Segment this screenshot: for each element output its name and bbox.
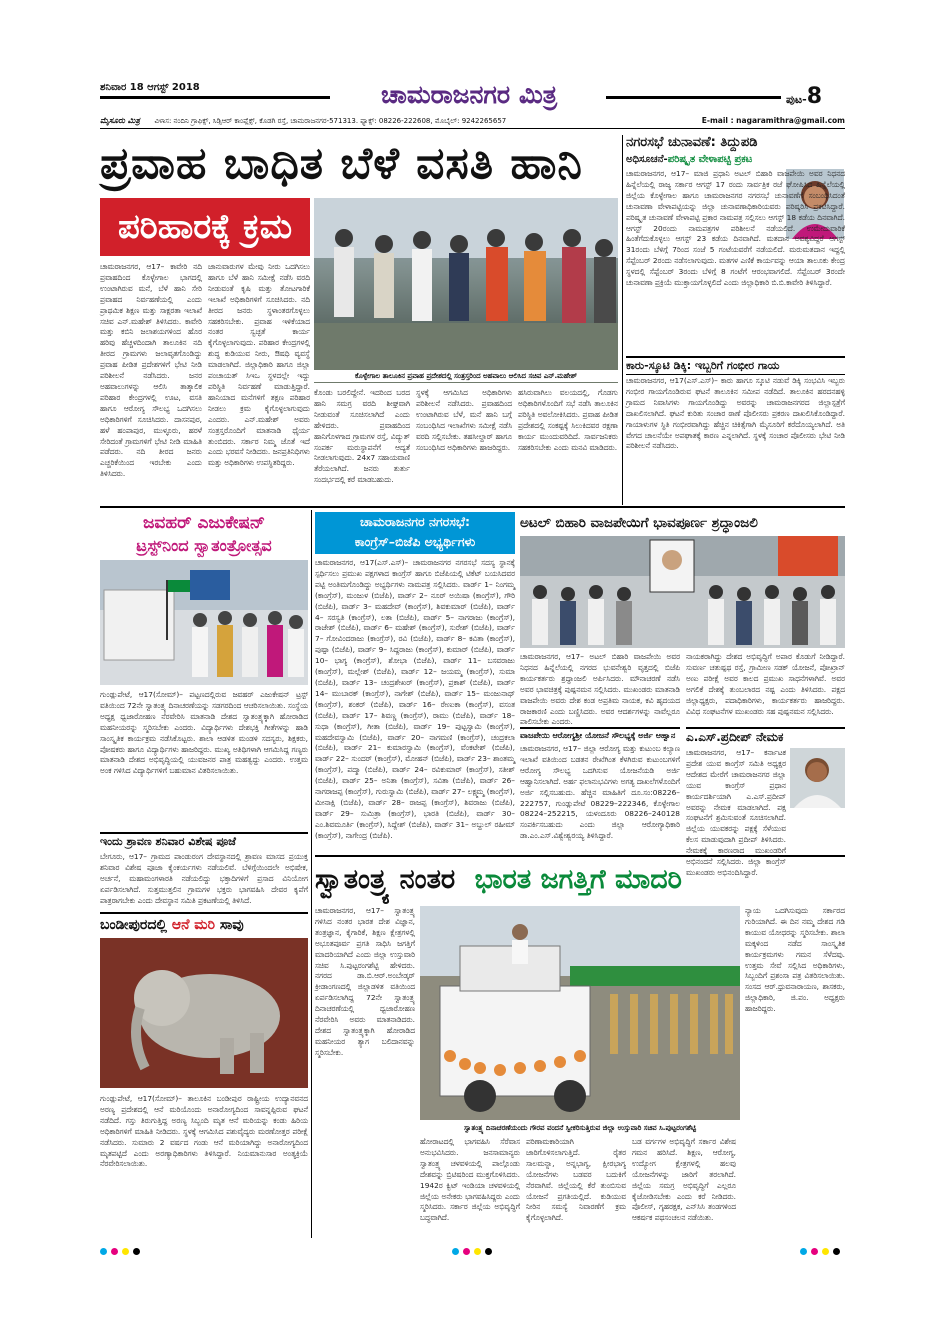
- independence-col5: ನ್ಯಾಯ ಒದಗಿಸುವುದು ಸರ್ಕಾರದ ಗುರಿಯಾಗಿದೆ. ಈ ದಿನ ನಮ್ಮ ದೇಶದ ಗಡಿ ಕಾಯುವ ಯೋಧರನ್ನು ಸ್ಮರಿಸಬೇಕು. ಶಾಲಾ ಮಕ್ಕಳಿಂದ ನಡೆದ ಸಾಂಸ್ಕೃತಿಕ ಕಾರ್ಯಕ್ರಮಗಳು ಗಮನ ಸೆಳೆದವು. ಉತ್ತಮ ಸೇವೆ ಸಲ್ಲಿಸಿದ ಅಧಿಕಾರಿಗಳು, ಸಿಬ್ಬಂದಿಗೆ ಪ್ರಶಂಸಾ ಪತ್ರ ವಿತರಿಸಲಾಯಿತು. ಸಂಸದ ಆರ್.ಧ್ರುವನಾರಾಯಣ, ಶಾಸಕರು, ಜಿಲ್ಲಾಧಿಕಾರಿ, ಜಿ.ಪಂ. ಅಧ್ಯಕ್ಷರು ಹಾಜರಿದ್ದರು.: [745, 906, 845, 1014]
- jawahar-body: ಗುಂಡ್ಲುಪೇಟೆ, ಆ17(ಸೋಮ್)– ಪಟ್ಟಣದಲ್ಲಿರುವ ಜವಹರ್ ಎಜುಕೇಷನ್ ಟ್ರಸ್ಟ್ ವತಿಯಿಂದ 72ನೇ ಸ್ವಾತಂತ್ರ್ಯ ದಿನಾಚರಣೆಯನ್ನು ಸಡಗರದಿಂದ ಆಚರಿಸಲಾಯಿತು. ಸಂಸ್ಥೆಯ ಅಧ್ಯಕ್ಷ ಧ್ವಜಾರೋಹಣ ನೆರವೇರಿಸಿ ಮಾತನಾಡಿ ದೇಶದ ಸ್ವಾತಂತ್ರ್ಯಕ್ಕಾಗಿ ಹೋರಾಡಿದ ಮಹನೀಯರನ್ನು ಸ್ಮರಿಸಬೇಕು ಎಂದರು. ವಿದ್ಯಾರ್ಥಿಗಳು ದೇಶಭಕ್ತಿ ಗೀತೆಗಳನ್ನು ಹಾಡಿ ಸಾಂಸ್ಕೃತಿಕ ಕಾರ್ಯಕ್ರಮ ನಡೆಸಿಕೊಟ್ಟರು. ಶಾಲಾ ಆಡಳಿತ ಮಂಡಳಿ ಸದಸ್ಯರು, ಶಿಕ್ಷಕರು, ಪೋಷಕರು ಹಾಗೂ ವಿದ್ಯಾರ್ಥಿಗಳು ಹಾಜರಿದ್ದರು. ಮುಖ್ಯ ಅತಿಥಿಗಳಾಗಿ ಆಗಮಿಸಿದ್ದ ಗಣ್ಯರು ಮಾತನಾಡಿ ದೇಶದ ಅಭಿವೃದ್ಧಿಯಲ್ಲಿ ಯುವಜನರ ಪಾತ್ರ ಮಹತ್ವದ್ದು ಎಂದರು. ಉತ್ತಮ ಅಂಕ ಗಳಿಸಿದ ವಿದ್ಯಾರ್ಥಿಗಳಿಗೆ ಬಹುಮಾನ ವಿತರಿಸಲಾಯಿತು.: [100, 690, 308, 776]
- reg-dot: [133, 1248, 140, 1255]
- accident-body: ಚಾಮರಾಜನಗರ, ಆ17(ಎಸ್.ಎಸ್)– ಕಾರು ಹಾಗೂ ಸ್ಕೂಟಿ ನಡುವೆ ಡಿಕ್ಕಿ ಸಂಭವಿಸಿ ಇಬ್ಬರು ಗಂಭೀರ ಗಾಯಗೊಂಡಿರುವ ಘಟನೆ ತಾಲೂಕಿನ ಸಮೀಪ ನಡೆದಿದೆ. ತಾಲೂಕಿನ ಹರದನಹಳ್ಳಿ ಗ್ರಾಮದ ನಿವಾಸಿಗಳು ಗಾಯಗೊಂಡಿದ್ದು ಅವರನ್ನು ಚಾಮರಾಜನಗರದ ಜಿಲ್ಲಾಸ್ಪತ್ರೆಗೆ ದಾಖಲಿಸಲಾಗಿದೆ. ಘಟನೆ ಕುರಿತು ಸಂಚಾರ ಠಾಣೆ ಪೊಲೀಸರು ಪ್ರಕರಣ ದಾಖಲಿಸಿಕೊಂಡಿದ್ದಾರೆ. ಗಾಯಾಳುಗಳ ಸ್ಥಿತಿ ಗಂಭೀರವಾಗಿದ್ದು ಹೆಚ್ಚಿನ ಚಿಕಿತ್ಸೆಗಾಗಿ ಮೈಸೂರಿಗೆ ಕರೆದೊಯ್ಯಲಾಗಿದೆ. ಅತಿ ವೇಗದ ಚಾಲನೆಯೇ ಅಪಘಾತಕ್ಕೆ ಕಾರಣ ಎನ್ನಲಾಗಿದೆ. ಸ್ಥಳಕ್ಕೆ ಸಂಚಾರ ಪೊಲೀಸರು ಭೇಟಿ ನೀಡಿ ಪರಿಶೀಲನೆ ನಡೆಸಿದರು.: [626, 376, 845, 451]
- scheme-body: ಚಾಮರಾಜನಗರ, ಆ17– ಜಿಲ್ಲಾ ಆರೋಗ್ಯ ಮತ್ತು ಕುಟುಂಬ ಕಲ್ಯಾಣ ಇಲಾಖೆ ವತಿಯಿಂದ ಬಡತನ ರೇಖೆಗಿಂತ ಕೆಳಗಿರುವ ಕುಟುಂಬಗಳಿಗೆ ಆರೋಗ್ಯ ಸೌಲಭ್ಯ ಒದಗಿಸುವ ಯೋಜನೆಯಡಿ ಅರ್ಜಿ ಆಹ್ವಾನಿಸಲಾಗಿದೆ. ಅರ್ಹ ಫಲಾನುಭವಿಗಳು ಅಗತ್ಯ ದಾಖಲೆಗಳೊಂದಿಗೆ ಅರ್ಜಿ ಸಲ್ಲಿಸಬಹುದು. ಹೆಚ್ಚಿನ ಮಾಹಿತಿಗೆ ದೂ.ಸಂ:08226–222757, ಗುಂಡ್ಲುಪೇಟೆ 08229–222346, ಕೊಳ್ಳೇಗಾಲ 08224–252215, ಯಳಂದೂರು 08226–240128 ಸಂಪರ್ಕಿಸಬಹುದು ಎಂದು ಜಿಲ್ಲಾ ಆರೋಗ್ಯಾಧಿಕಾರಿ ಡಾ.ಎಂ.ಎಸ್.ವಿಶ್ವೇಶ್ವರಯ್ಯ ತಿಳಿಸಿದ್ದಾರೆ.: [520, 744, 680, 841]
- section-rule-2: [315, 855, 845, 857]
- pradeep-body: ಚಾಮರಾಜನಗರ, ಆ17– ಕರ್ನಾಟಕ ಪ್ರದೇಶ ಯುವ ಕಾಂಗ್ರೆಸ್ ಸಮಿತಿ ಅಧ್ಯಕ್ಷರ ಆದೇಶದ ಮೇರೆಗೆ ಚಾಮರಾಜನಗರ ಜಿಲ್ಲಾ ಯುವ ಕಾಂಗ್ರೆಸ್ ಪ್ರಧಾನ ಕಾರ್ಯದರ್ಶಿಯಾಗಿ ಎ.ಎಸ್.ಪ್ರದೀಪ್ ಅವರನ್ನು ನೇಮಕ ಮಾಡಲಾಗಿದೆ. ಪಕ್ಷ ಸಂಘಟನೆಗೆ ಶ್ರಮಿಸುವಂತೆ ಸೂಚಿಸಲಾಗಿದೆ. ಜಿಲ್ಲೆಯ ಯುವಕರನ್ನು ಪಕ್ಷಕ್ಕೆ ಸೆಳೆಯುವ ಕೆಲಸ ಮಾಡುವುದಾಗಿ ಪ್ರದೀಪ್ ತಿಳಿಸಿದರು. ನೇಮಕಕ್ಕೆ ಕಾರಣರಾದ ಮುಖಂಡರಿಗೆ ಅಭಿನಂದನೆ ಸಲ್ಲಿಸಿದರು. ಜಿಲ್ಲಾ ಕಾಂಗ್ರೆಸ್ ಮುಖಂಡರು ಅಭಿನಂದಿಸಿದ್ದಾರೆ.: [686, 748, 786, 877]
- election-subheading: ಅಧಿಸೂಚನೆ-ಪರಿಷ್ಕೃತ ವೇಳಾಪಟ್ಟಿ ಪ್ರಕಟ: [626, 154, 753, 165]
- independence-photo: [420, 906, 740, 1120]
- independence-col4: ಬಡ ವರ್ಗಗಳ ಅಭಿವೃದ್ಧಿಗೆ ಸರ್ಕಾರ ವಿಶೇಷ ಗಮನ ಹರಿಸಿದೆ. ಶಿಕ್ಷಣ, ಆರೋಗ್ಯ, ಉದ್ಯೋಗ ಕ್ಷೇತ್ರಗಳಲ್ಲಿ ಹಲವು ಯೋಜನೆಗಳನ್ನು ಜಾರಿಗೆ ತರಲಾಗಿದೆ. ಜಿಲ್ಲೆಯ ಸಮಗ್ರ ಅಭಿವೃದ್ಧಿಗೆ ಎಲ್ಲರೂ ಕೈಜೋಡಿಸಬೇಕು ಎಂದು ಕರೆ ನೀಡಿದರು. ಪೊಲೀಸ್, ಗೃಹರಕ್ಷಕ, ಎನ್‌ಸಿಸಿ ತಂಡಗಳಿಂದ ಆಕರ್ಷಕ ಪಥಸಂಚಲನ ನಡೆಯಿತು.: [632, 1137, 736, 1223]
- masthead-date: ಶನಿವಾರ 18 ಆಗಸ್ಟ್ 2018: [100, 82, 200, 93]
- lead-body-col3: ಕೊಂಡು ಬರಲಿದ್ದೇನೆ. ಇದರಿಂದ ಬರದ ಹಾನಿ ಸಮಗ್ರ ವರದಿ ಶೀಘ್ರವಾಗಿ ನೀಡುವಂತೆ ಸೂಚಿಸಲಾಗಿದೆ ಎಂದು ಹೇಳಿದರು. ಪ್ರವಾಹದಿಂದ ಹಾನಿಗೊಳಗಾದ ಗ್ರಾಮಗಳ ರಸ್ತೆ, ವಿದ್ಯುತ್ ಸಂಪರ್ಕ ಮರುಸ್ಥಾಪನೆಗೆ ಆದ್ಯತೆ ನೀಡಲಾಗುವುದು. 24x7 ಸಹಾಯವಾಣಿ ತೆರೆಯಲಾಗಿದೆ. ಜನರು ತುರ್ತು ಸಂದರ್ಭದಲ್ಲಿ ಕರೆ ಮಾಡಬಹುದು.: [314, 388, 410, 485]
- masthead-email: E-mail : nagaramithra@gmail.com: [701, 116, 845, 125]
- reg-dot: [452, 1248, 459, 1255]
- reg-dot: [474, 1248, 481, 1255]
- reg-dot: [485, 1248, 492, 1255]
- lead-photo: [314, 198, 618, 383]
- council-heading-box: [315, 512, 515, 554]
- atal-body-left: ಚಾಮರಾಜನಗರ, ಆ17– ಅಟಲ್ ಬಿಹಾರಿ ವಾಜಪೇಯಿ ಅವರ ನಿಧನದ ಹಿನ್ನೆಲೆಯಲ್ಲಿ ನಗರದ ಭುವನೇಶ್ವರಿ ವೃತ್ತದಲ್ಲಿ ಬಿಜೆಪಿ ಕಾರ್ಯಕರ್ತರು ಶ್ರದ್ಧಾಂಜಲಿ ಅರ್ಪಿಸಿದರು. ಮೌನಾಚರಣೆ ನಡೆಸಿ ಅವರ ಭಾವಚಿತ್ರಕ್ಕೆ ಪುಷ್ಪನಮನ ಸಲ್ಲಿಸಿದರು. ಮುಖಂಡರು ಮಾತನಾಡಿ ವಾಜಪೇಯಿ ಅವರು ದೇಶ ಕಂಡ ಅಪ್ರತಿಮ ನಾಯಕ, ಕವಿ ಹೃದಯದ ರಾಜಕಾರಣಿ ಎಂದು ಬಣ್ಣಿಸಿದರು. ಅವರ ಆದರ್ಶಗಳನ್ನು ನಾವೆಲ್ಲರೂ ಪಾಲಿಸಬೇಕು ಎಂದರು.: [520, 652, 680, 727]
- lead-body-col1: ಚಾಮರಾಜನಗರ, ಆ17– ಕಾವೇರಿ ನದಿ ಪ್ರವಾಹದಿಂದ ಕೊಳ್ಳೇಗಾಲ ಭಾಗದಲ್ಲಿ ಉಂಟಾಗಿರುವ ಮನೆ, ಬೆಳೆ ಹಾನಿ ಸೇರಿ ಪ್ರವಾಹದ ನಿರ್ವಹಣೆಯಲ್ಲಿ ಎಂದು ಪ್ರಾಥಮಿಕ ಶಿಕ್ಷಣ ಮತ್ತು ಸಾಕ್ಷರತಾ ಇಲಾಖೆ ಸಚಿವ ಎನ್.ಮಹೇಶ್ ತಿಳಿಸಿದರು. ಕಾವೇರಿ ಮತ್ತು ಕಬಿನಿ ಜಲಾಶಯಗಳಿಂದ ಹೊರ ಹರಿವು ಹೆಚ್ಚಳದಿಂದಾಗಿ ತಾಲೂಕಿನ ನದಿ ತೀರದ ಗ್ರಾಮಗಳು ಜಲಾವೃತಗೊಂಡಿದ್ದು ಪ್ರವಾಹ ಪೀಡಿತ ಪ್ರದೇಶಗಳಿಗೆ ಭೇಟಿ ನೀಡಿ ಪರಿಶೀಲನೆ ನಡೆಸಿದರು. ಜನರ ಅಹವಾಲುಗಳನ್ನು ಆಲಿಸಿ ತಾತ್ಕಾಲಿಕ ಪರಿಹಾರ ಕೇಂದ್ರಗಳಲ್ಲಿ ಊಟ, ವಸತಿ ಹಾಗೂ ಆರೋಗ್ಯ ಸೌಲಭ್ಯ ಒದಗಿಸಲು ಅಧಿಕಾರಿಗಳಿಗೆ ಸೂಚಿಸಿದರು. ದಾಸನಪುರ, ಹಳೆ ಹಂಪಾಪುರ, ಮುಳ್ಳೂರು, ಹರಳೆ ಸೇರಿದಂತೆ ಗ್ರಾಮಗಳಿಗೆ ಭೇಟಿ ನೀಡಿ ಮಾಹಿತಿ ಪಡೆದರು. ನದಿ ತೀರದ ಜನರು ಎಚ್ಚರಿಕೆಯಿಂದ ಇರಬೇಕು ಎಂದು ತಿಳಿಸಿದರು.: [100, 262, 202, 479]
- pradeep-heading: ಎ.ಎಸ್.ಪ್ರದೀಪ್ ನೇಮಕ: [686, 727, 845, 745]
- reg-dot: [100, 1248, 107, 1255]
- edition-label: ಮೈಸೂರು ಮಿತ್ರ: [100, 116, 140, 125]
- registration-marks-left: [100, 1240, 144, 1259]
- registration-marks-center: [452, 1240, 496, 1259]
- lead-photo-caption: ಕೊಳ್ಳೇಗಾಲ ತಾಲೂಕಿನ ಪ್ರವಾಹ ಪ್ರದೇಶದಲ್ಲಿ ಸಂತ್ರಸ್ತರಿಂದ ಅಹವಾಲು ಆಲಿಸಿದ ಸಚಿವ ಎನ್.ಮಹೇಶ್: [314, 370, 618, 382]
- shravana-body: ಬೇಗೂರು, ಆ17– ಗ್ರಾಮದ ಪಾಂಡುರಂಗ ದೇವಸ್ಥಾನದಲ್ಲಿ ಶ್ರಾವಣ ಮಾಸದ ಪ್ರಯುಕ್ತ ಶನಿವಾರ ವಿಶೇಷ ಪೂಜಾ ಕೈಂಕರ್ಯಗಳು ನಡೆಯಲಿವೆ. ಬೆಳಿಗ್ಗೆಯಿಂದಲೇ ಅಭಿಷೇಕ, ಅರ್ಚನೆ, ಮಹಾಮಂಗಳಾರತಿ ನಡೆಯಲಿದ್ದು ಭಕ್ತಾದಿಗಳಿಗೆ ಪ್ರಸಾದ ವಿನಿಯೋಗ ಏರ್ಪಡಿಸಲಾಗಿದೆ. ಸುತ್ತಮುತ್ತಲಿನ ಗ್ರಾಮಗಳ ಭಕ್ತರು ಭಾಗವಹಿಸಿ ದೇವರ ಕೃಪೆಗೆ ಪಾತ್ರರಾಗಬೇಕು ಎಂದು ದೇವಸ್ಥಾನ ಸಮಿತಿ ಪ್ರಕಟಣೆಯಲ್ಲಿ ತಿಳಿಸಿದೆ.: [100, 852, 308, 905]
- edition-strip: [100, 114, 845, 129]
- section-rule-1: [100, 506, 845, 508]
- reg-dot: [822, 1248, 829, 1255]
- jawahar-heading-2: ಟ್ರಸ್ಟ್‌ನಿಂದ ಸ್ವಾತಂತ್ರೋತ್ಸವ: [136, 536, 272, 555]
- independence-heading-b: ಭಾರತ ಜಗತ್ತಿಗೆ ಮಾದರಿ: [474, 864, 682, 895]
- column-divider-left: [311, 510, 312, 1238]
- jawahar-heading-1: ಜವಹರ್ ಎಜುಕೇಷನ್: [142, 513, 266, 533]
- reg-dot: [463, 1248, 470, 1255]
- bandipur-elephant-photo: [100, 938, 308, 1088]
- pradeep-photo: [790, 748, 845, 808]
- reg-dot: [122, 1248, 129, 1255]
- independence-photo-caption: ಸ್ವಾತಂತ್ರ್ಯ ದಿನಾಚರಣೆಯಂದು ಗೌರವ ವಂದನೆ ಸ್ವೀಕರಿಸುತ್ತಿರುವ ಜಿಲ್ಲಾ ಉಸ್ತುವಾರಿ ಸಚಿವ ಸಿ.ಪುಟ್ಟರಂಗಶೆಟ್ಟಿ: [420, 1122, 740, 1134]
- masthead-rule-left: [100, 96, 330, 99]
- election-box: [626, 135, 845, 355]
- reg-dot: [833, 1248, 840, 1255]
- reg-dot: [800, 1248, 807, 1255]
- jawahar-photo: [100, 560, 308, 685]
- independence-heading-a: ಸ್ವಾತಂತ್ರ್ಯ ನಂತರ: [315, 864, 456, 895]
- accident-heading: ಕಾರು-ಸ್ಕೂಟಿ ಡಿಕ್ಕಿ: ಇಬ್ಬರಿಗೆ ಗಂಭೀರ ಗಾಯ: [626, 356, 845, 375]
- masthead-title: ಚಾಮರಾಜನಗರ ಮಿತ್ರ: [380, 80, 558, 109]
- lead-headline: ಪ್ರವಾಹ ಬಾಧಿತ ಬೆಳೆ ವಸತಿ ಹಾನಿ: [100, 138, 583, 189]
- bandipur-heading: ಬಂಡೀಪುರದಲ್ಲಿ ಆನೆ ಮರಿ ಸಾವು: [100, 912, 308, 936]
- council-heading-2: ಕಾಂಗ್ರೆಸ್–ಬಿಜೆಪಿ ಅಭ್ಯರ್ಥಿಗಳು: [354, 534, 476, 549]
- election-body: ಚಾಮರಾಜನಗರ, ಆ17– ಮಾಜಿ ಪ್ರಧಾನಿ ಅಟಲ್ ಬಿಹಾರಿ ವಾಜಪೇಯಿ ಅವರ ನಿಧನದ ಹಿನ್ನೆಲೆಯಲ್ಲಿ ರಾಜ್ಯ ಸರ್ಕಾರ ಆಗಸ್ಟ್ 17 ರಂದು ಸಾರ್ವತ್ರಿಕ ರಜೆ ಘೋಷಿಸಿದ ಹಿನ್ನೆಲೆಯಲ್ಲಿ ಜಿಲ್ಲೆಯ ಕೊಳ್ಳೇಗಾಲ ಹಾಗೂ ಚಾಮರಾಜನಗರ ನಗರಸಭೆ ಚುನಾವಣೆಗೆ ಸಂಬಂಧಿಸಿದಂತೆ ಚುನಾವಣಾ ವೇಳಾಪಟ್ಟಿಯನ್ನು ಜಿಲ್ಲಾ ಚುನಾವಣಾಧಿಕಾರಿಯವರು ಪರಿಷ್ಕರಿಸಿ ಪ್ರಕಟಿಸಿದ್ದಾರೆ. ಪರಿಷ್ಕೃತ ಚುನಾವಣೆ ವೇಳಾಪಟ್ಟಿ ಪ್ರಕಾರ ನಾಮಪತ್ರ ಸಲ್ಲಿಸಲು ಆಗಸ್ಟ್ 18 ಕಡೆಯ ದಿನವಾಗಿದೆ. ಆಗಸ್ಟ್ 20ರಂದು ನಾಮಪತ್ರಗಳ ಪರಿಶೀಲನೆ ನಡೆಯಲಿದೆ. ಉಮೇದುವಾರಿಕೆ ಹಿಂತೆಗೆದುಕೊಳ್ಳಲು ಆಗಸ್ಟ್ 23 ಕಡೆಯ ದಿನವಾಗಿದೆ. ಮತದಾನ ಅವಶ್ಯವಿದ್ದರೆ ಆಗಸ್ಟ್ 31ರಂದು ಬೆಳಿಗ್ಗೆ 7ರಿಂದ ಸಂಜೆ 5 ಗಂಟೆಯವರೆಗೆ ನಡೆಯಲಿದೆ. ಮರುಮತದಾನ ಇದ್ದಲ್ಲಿ ಸೆಪ್ಟೆಂಬರ್ 2ರಂದು ನಡೆಸಲಾಗುವುದು. ಮತಗಳ ಎಣಿಕೆ ಕಾರ್ಯವನ್ನು ಆಯಾ ತಾಲೂಕು ಕೇಂದ್ರ ಸ್ಥಳದಲ್ಲಿ ಸೆಪ್ಟೆಂಬರ್ 3ರಂದು ಬೆಳಿಗ್ಗೆ 8 ಗಂಟೆಗೆ ಆರಂಭವಾಗಲಿದೆ. ಸೆಪ್ಟೆಂಬರ್ 3ರಂದೇ ಚುನಾವಣಾ ಪ್ರಕ್ರಿಯೆ ಮುಕ್ತಾಯಗೊಳ್ಳಲಿದೆ ಎಂದು ಜಿಲ್ಲಾಧಿಕಾರಿ ಬಿ.ಬಿ.ಕಾವೇರಿ ತಿಳಿಸಿದ್ದಾರೆ.: [626, 169, 845, 288]
- atal-heading: ಅಟಲ್ ಬಿಹಾರಿ ವಾಜಪೇಯಿಗೆ ಭಾವಪೂರ್ಣ ಶ್ರದ್ಧಾಂಜಲಿ: [520, 515, 758, 531]
- reg-dot: [111, 1248, 118, 1255]
- registration-marks-right: [800, 1240, 844, 1259]
- bandipur-body: ಗುಂಡ್ಲುಪೇಟೆ, ಆ17(ಸೋಮ್)– ತಾಲೂಕಿನ ಬಂಡೀಪುರ ರಾಷ್ಟ್ರೀಯ ಉದ್ಯಾನವನದ ಅರಣ್ಯ ಪ್ರದೇಶದಲ್ಲಿ ಆನೆ ಮರಿಯೊಂದು ಅನಾರೋಗ್ಯದಿಂದ ಸಾವನ್ನಪ್ಪಿರುವ ಘಟನೆ ನಡೆದಿದೆ. ಗಸ್ತು ತಿರುಗುತ್ತಿದ್ದ ಅರಣ್ಯ ಸಿಬ್ಬಂದಿ ಮೃತ ಆನೆ ಮರಿಯನ್ನು ಕಂಡು ಹಿರಿಯ ಅಧಿಕಾರಿಗಳಿಗೆ ಮಾಹಿತಿ ನೀಡಿದರು. ಸ್ಥಳಕ್ಕೆ ಆಗಮಿಸಿದ ಪಶುವೈದ್ಯರು ಮರಣೋತ್ತರ ಪರೀಕ್ಷೆ ನಡೆಸಿದರು. ಸುಮಾರು 2 ವರ್ಷದ ಗಂಡು ಆನೆ ಮರಿಯಾಗಿದ್ದು ಅನಾರೋಗ್ಯದಿಂದ ಮೃತಪಟ್ಟಿದೆ ಎಂದು ಅರಣ್ಯಾಧಿಕಾರಿಗಳು ತಿಳಿಸಿದ್ದಾರೆ. ನಿಯಮಾನುಸಾರ ಅಂತ್ಯಕ್ರಿಯೆ ನೆರವೇರಿಸಲಾಯಿತು.: [100, 1094, 308, 1169]
- masthead-rule-right: [606, 96, 781, 99]
- independence-heading: [315, 860, 845, 900]
- independence-col2: ಹೋರಾಟದಲ್ಲಿ ಭಾಗವಹಿಸಿ ಸೆರೆವಾಸ ಅನುಭವಿಸಿದರು. ಜನಸಾಮಾನ್ಯರು ಸ್ವಾತಂತ್ರ್ಯ ಚಳವಳಿಯಲ್ಲಿ ಪಾಲ್ಗೊಂಡು ದೇಶವನ್ನು ಬ್ರಿಟಿಷರಿಂದ ಮುಕ್ತಗೊಳಿಸಿದರು. 1942ರ ಕ್ವಿಟ್ ಇಂಡಿಯಾ ಚಳವಳಿಯಲ್ಲಿ ಜಿಲ್ಲೆಯ ಅನೇಕರು ಭಾಗವಹಿಸಿದ್ದರು ಎಂದು ಸ್ಮರಿಸಿದರು. ಸರ್ಕಾರ ಜಿಲ್ಲೆಯ ಅಭಿವೃದ್ಧಿಗೆ ಬದ್ಧವಾಗಿದೆ.: [420, 1137, 520, 1223]
- atal-tribute-photo: [520, 536, 845, 648]
- lead-subheadline: ಪರಿಹಾರಕ್ಕೆ ಕ್ರಮ: [100, 198, 310, 256]
- lead-body-col2: ಜಾನುವಾರುಗಳ ಮೇವು ನೀರು ಒದಗಿಸಲು ಹಾಗೂ ಬೆಳೆ ಹಾನಿ ಸಮೀಕ್ಷೆ ನಡೆಸಿ ವರದಿ ನೀಡುವಂತೆ ಕೃಷಿ ಮತ್ತು ತೋಟಗಾರಿಕೆ ಇಲಾಖೆ ಅಧಿಕಾರಿಗಳಿಗೆ ಸೂಚಿಸಿದರು. ನದಿ ತೀರದ ಜನರು ಸ್ಥಳಾಂತರಗೊಳ್ಳಲು ಸಹಕರಿಸಬೇಕು. ಪ್ರವಾಹ ಇಳಿಕೆಯಾದ ನಂತರ ಸ್ವಚ್ಛತೆ ಕಾರ್ಯ ಕೈಗೊಳ್ಳಲಾಗುವುದು. ಪರಿಹಾರ ಕೇಂದ್ರಗಳಲ್ಲಿ ಶುದ್ಧ ಕುಡಿಯುವ ನೀರು, ಔಷಧಿ ವ್ಯವಸ್ಥೆ ಮಾಡಲಾಗಿದೆ. ಜಿಲ್ಲಾಧಿಕಾರಿ ಹಾಗೂ ಜಿಲ್ಲಾ ಪಂಚಾಯತ್ ಸಿಇಒ ಸ್ಥಳದಲ್ಲೇ ಇದ್ದು ಪರಿಸ್ಥಿತಿ ನಿರ್ವಹಣೆ ಮಾಡುತ್ತಿದ್ದಾರೆ. ಹಾನಿಯಾದ ಮನೆಗಳಿಗೆ ತಕ್ಷಣ ಪರಿಹಾರ ನೀಡಲು ಕ್ರಮ ಕೈಗೊಳ್ಳಲಾಗುವುದು ಎಂದರು. ಎನ್.ಮಹೇಶ್ ಅವರು ಸಂತ್ರಸ್ತರೊಂದಿಗೆ ಮಾತನಾಡಿ ಧೈರ್ಯ ತುಂಬಿದರು. ಸರ್ಕಾರ ನಿಮ್ಮ ಜೊತೆ ಇದೆ ಎಂದು ಭರವಸೆ ನೀಡಿದರು. ಜನಪ್ರತಿನಿಧಿಗಳು ಮತ್ತು ಅಧಿಕಾರಿಗಳು ಉಪಸ್ಥಿತರಿದ್ದರು.: [208, 262, 310, 468]
- lead-photo-people: [314, 198, 618, 383]
- independence-col1: ಚಾಮರಾಜನಗರ, ಆ17– ಸ್ವಾತಂತ್ರ್ಯ ಗಳಿಸಿದ ನಂತರ ಭಾರತ ದೇಶ ವಿಜ್ಞಾನ, ತಂತ್ರಜ್ಞಾನ, ಕೈಗಾರಿಕೆ, ಶಿಕ್ಷಣ ಕ್ಷೇತ್ರಗಳಲ್ಲಿ ಅಭೂತಪೂರ್ವ ಪ್ರಗತಿ ಸಾಧಿಸಿ ಜಗತ್ತಿಗೆ ಮಾದರಿಯಾಗಿದೆ ಎಂದು ಜಿಲ್ಲಾ ಉಸ್ತುವಾರಿ ಸಚಿವ ಸಿ.ಪುಟ್ಟರಂಗಶೆಟ್ಟಿ ಹೇಳಿದರು. ನಗರದ ಡಾ.ಬಿ.ಆರ್.ಅಂಬೇಡ್ಕರ್ ಕ್ರೀಡಾಂಗಣದಲ್ಲಿ ಜಿಲ್ಲಾಡಳಿತ ವತಿಯಿಂದ ಏರ್ಪಡಿಸಲಾಗಿದ್ದ 72ನೇ ಸ್ವಾತಂತ್ರ್ಯ ದಿನಾಚರಣೆಯಲ್ಲಿ ಧ್ವಜಾರೋಹಣ ನೆರವೇರಿಸಿ ಅವರು ಮಾತನಾಡಿದರು. ದೇಶದ ಸ್ವಾತಂತ್ರ್ಯಕ್ಕಾಗಿ ಹೋರಾಡಿದ ಮಹನೀಯರ ತ್ಯಾಗ ಬಲಿದಾನವನ್ನು ಸ್ಮರಿಸಬೇಕು.: [315, 906, 415, 1057]
- page-number-label: ಪುಟ-8: [786, 84, 823, 109]
- lead-body-col5: ಹಸಿರುವಾಗಿಲು ವಲಯದಲ್ಲಿ, ಗೊಡಗು ಅಧಿಕಾರಿಗಳೊಂದಿಗೆ ಸಭೆ ನಡೆಸಿ ತಾಲೂಕಿನ ಪರಿಸ್ಥಿತಿ ಅವಲೋಕಿಸಿದರು. ಪ್ರವಾಹ ಪೀಡಿತ ಪ್ರದೇಶದಲ್ಲಿ ಸಂಕಷ್ಟಕ್ಕೆ ಸಿಲುಕಿದವರ ರಕ್ಷಣಾ ಕಾರ್ಯ ಮುಂದುವರಿದಿದೆ. ಸಾರ್ವಜನಿಕರು ಸಹಕರಿಸಬೇಕು ಎಂದು ಮನವಿ ಮಾಡಿದರು.: [518, 388, 618, 452]
- masthead-address: ವಿಳಾಸ: ನಂದಿನಿ ಗ್ರಾಫಿಕ್ಸ್, ಸಿಡ್ಸಿಆರ್ ಕಾಂಪ್ಲೆಕ್ಸ್, ಕೊಡಗಿ ರಸ್ತೆ, ಚಾಮರಾಜನಗರ-571313. ಫ್ಯಾಕ್ಸ್: 08226-222608, ಮೊಬೈಲ್: 9242265657: [154, 117, 507, 125]
- shravana-heading: ಇಂದು ಶ್ರಾವಣ ಶನಿವಾರ ವಿಶೇಷ ಪೂಜೆ: [100, 832, 308, 850]
- atal-body-right: ನಾಯಕರಾಗಿದ್ದು ದೇಶದ ಅಭಿವೃದ್ಧಿಗೆ ಅಪಾರ ಕೊಡುಗೆ ನೀಡಿದ್ದಾರೆ. ಸುವರ್ಣ ಚತುಷ್ಪಥ ರಸ್ತೆ, ಗ್ರಾಮೀಣ ಸಡಕ್ ಯೋಜನೆ, ಪೋಖ್ರಾನ್ ಅಣು ಪರೀಕ್ಷೆ ಅವರ ಕಾಲದ ಪ್ರಮುಖ ಸಾಧನೆಗಳಾಗಿವೆ. ಅವರ ಅಗಲಿಕೆ ದೇಶಕ್ಕೆ ತುಂಬಲಾರದ ನಷ್ಟ ಎಂದು ತಿಳಿಸಿದರು. ಪಕ್ಷದ ಜಿಲ್ಲಾಧ್ಯಕ್ಷರು, ಪದಾಧಿಕಾರಿಗಳು, ಕಾರ್ಯಕರ್ತರು ಹಾಜರಿದ್ದರು. ವಿವಿಧ ಸಂಘಟನೆಗಳ ಮುಖಂಡರು ಸಹ ಪುಷ್ಪನಮನ ಸಲ್ಲಿಸಿದರು.: [686, 652, 845, 716]
- scheme-heading: ವಾಜಪೇಯಿ ಆರೋಗ್ಯಶ್ರೀ ಯೋಜನೆ ಸೌಲಭ್ಯಕ್ಕೆ ಅರ್ಜಿ ಆಹ್ವಾನ: [520, 727, 680, 743]
- column-divider-lead: [622, 135, 623, 505]
- independence-col3: ಪರಿಣಾಮಕಾರಿಯಾಗಿ ಜಾರಿಗೊಳಿಸಲಾಗುತ್ತಿದೆ. ರೈತರ ಸಾಲಮನ್ನಾ, ಅನ್ನಭಾಗ್ಯ, ಕ್ಷೀರಭಾಗ್ಯ ಯೋಜನೆಗಳು ಬಡವರ ಬದುಕಿಗೆ ನೆರವಾಗಿವೆ. ಜಿಲ್ಲೆಯಲ್ಲಿ ಕೆರೆ ತುಂಬಿಸುವ ಯೋಜನೆ ಪ್ರಗತಿಯಲ್ಲಿದೆ. ಕುಡಿಯುವ ನೀರಿನ ಸಮಸ್ಯೆ ನಿವಾರಣೆಗೆ ಕ್ರಮ ಕೈಗೊಳ್ಳಲಾಗಿದೆ.: [526, 1137, 626, 1223]
- council-heading-1: ಚಾಮರಾಜನಗರ ನಗರಸಭೆ:: [360, 514, 470, 529]
- lead-body-col4: ಸ್ಥಳಕ್ಕೆ ಆಗಮಿಸಿದ ಅಧಿಕಾರಿಗಳು ಪರಿಶೀಲನೆ ನಡೆಸಿದರು. ಪ್ರವಾಹದಿಂದ ಉಂಟಾಗಿರುವ ಬೆಳೆ, ಮನೆ ಹಾನಿ ಬಗ್ಗೆ ಸಂಬಂಧಿಸಿದ ಇಲಾಖೆಗಳು ಸಮೀಕ್ಷೆ ನಡೆಸಿ ವರದಿ ಸಲ್ಲಿಸಬೇಕು. ತಹಸೀಲ್ದಾರ್ ಹಾಗೂ ಸಂಬಂಧಿಸಿದ ಅಧಿಕಾರಿಗಳು ಹಾಜರಿದ್ದರು.: [416, 388, 512, 452]
- council-body: ಚಾಮರಾಜನಗರ, ಆ17(ಎಸ್.ಎಸ್)– ಚಾಮರಾಜನಗರ ನಗರಸಭೆ ಸದಸ್ಯ ಸ್ಥಾನಕ್ಕೆ ಸ್ಪರ್ಧಿಸಲು ಪ್ರಮುಖ ಪಕ್ಷಗಳಾದ ಕಾಂಗ್ರೆಸ್ ಹಾಗೂ ಬಿಜೆಪಿಯಲ್ಲಿ ಟಿಕೆಟ್ ಬಯಸಿದವರ ಪಟ್ಟಿ ಅಂತಿಮಗೊಂಡಿದ್ದು ಅಭ್ಯರ್ಥಿಗಳು ನಾಮಪತ್ರ ಸಲ್ಲಿಸಿದರು. ವಾರ್ಡ್ 1– ನಿಂಗಮ್ಮ (ಕಾಂಗ್ರೆಸ್), ಮಂಜುಳ (ಬಿಜೆಪಿ), ವಾರ್ಡ್ 2– ನೂರ್ ಅಯಿಷಾ (ಕಾಂಗ್ರೆಸ್), ಗೌರಿ (ಬಿಜೆಪಿ), ವಾರ್ಡ್ 3– ಮಹದೇವ್ (ಕಾಂಗ್ರೆಸ್), ಶಿವಕುಮಾರ್ (ಬಿಜೆಪಿ), ವಾರ್ಡ್ 4– ಸರಸ್ವತಿ (ಕಾಂಗ್ರೆಸ್), ಲತಾ (ಬಿಜೆಪಿ), ವಾರ್ಡ್ 5– ನಾಗರಾಜು (ಕಾಂಗ್ರೆಸ್), ರಾಜೇಶ್ (ಬಿಜೆಪಿ), ವಾರ್ಡ್ 6– ಮಹೇಶ್ (ಕಾಂಗ್ರೆಸ್), ಸುರೇಶ್ (ಬಿಜೆಪಿ), ವಾರ್ಡ್ 7– ಗೋವಿಂದರಾಜು (ಕಾಂಗ್ರೆಸ್), ರವಿ (ಬಿಜೆಪಿ), ವಾರ್ಡ್ 8– ಕವಿತಾ (ಕಾಂಗ್ರೆಸ್), ಪುಷ್ಪಾ (ಬಿಜೆಪಿ), ವಾರ್ಡ್ 9– ಸಿದ್ದರಾಜು (ಕಾಂಗ್ರೆಸ್), ಕುಮಾರ್ (ಬಿಜೆಪಿ), ವಾರ್ಡ್ 10– ಭಾಗ್ಯ (ಕಾಂಗ್ರೆಸ್), ಶೋಭಾ (ಬಿಜೆಪಿ), ವಾರ್ಡ್ 11– ಬಸವರಾಜು (ಕಾಂಗ್ರೆಸ್), ಮಲ್ಲೇಶ್ (ಬಿಜೆಪಿ), ವಾರ್ಡ್ 12– ಜಯಮ್ಮ (ಕಾಂಗ್ರೆಸ್), ಸುಮಾ (ಬಿಜೆಪಿ), ವಾರ್ಡ್ 13– ಚಂದ್ರಶೇಖರ್ (ಕಾಂಗ್ರೆಸ್), ಪ್ರಕಾಶ್ (ಬಿಜೆಪಿ), ವಾರ್ಡ್ 14– ಮುಬಾರಕ್ (ಕಾಂಗ್ರೆಸ್), ನಾಗೇಶ್ (ಬಿಜೆಪಿ), ವಾರ್ಡ್ 15– ಮಂಜುನಾಥ್ (ಕಾಂಗ್ರೆಸ್), ಶಂಕರ್ (ಬಿಜೆಪಿ), ವಾರ್ಡ್ 16– ರೇಣುಕಾ (ಕಾಂಗ್ರೆಸ್), ವಸಂತ (ಬಿಜೆಪಿ), ವಾರ್ಡ್ 17– ಶಿವಣ್ಣ (ಕಾಂಗ್ರೆಸ್), ರಾಮು (ಬಿಜೆಪಿ), ವಾರ್ಡ್ 18– ಸುಧಾ (ಕಾಂಗ್ರೆಸ್), ಗೀತಾ (ಬಿಜೆಪಿ), ವಾರ್ಡ್ 19– ಪುಟ್ಟಸ್ವಾಮಿ (ಕಾಂಗ್ರೆಸ್), ಮಹದೇವಸ್ವಾಮಿ (ಬಿಜೆಪಿ), ವಾರ್ಡ್ 20– ನಾಗಮಣಿ (ಕಾಂಗ್ರೆಸ್), ಚಂದ್ರಕಲಾ (ಬಿಜೆಪಿ), ವಾರ್ಡ್ 21– ಕುಮಾರಸ್ವಾಮಿ (ಕಾಂಗ್ರೆಸ್), ವೆಂಕಟೇಶ್ (ಬಿಜೆಪಿ), ವಾರ್ಡ್ 22– ಸುಂದರ್ (ಕಾಂಗ್ರೆಸ್), ಮೋಹನ್ (ಬಿಜೆಪಿ), ವಾರ್ಡ್ 23– ಶಾಂತಮ್ಮ (ಕಾಂಗ್ರೆಸ್), ಪದ್ಮಾ (ಬಿಜೆಪಿ), ವಾರ್ಡ್ 24– ರವಿಕುಮಾರ್ (ಕಾಂಗ್ರೆಸ್), ಸತೀಶ್ (ಬಿಜೆಪಿ), ವಾರ್ಡ್ 25– ಅನಿತಾ (ಕಾಂಗ್ರೆಸ್), ಸವಿತಾ (ಬಿಜೆಪಿ), ವಾರ್ಡ್ 26– ನಾಗರಾಜಪ್ಪ (ಕಾಂಗ್ರೆಸ್), ಗುರುಸ್ವಾಮಿ (ಬಿಜೆಪಿ), ವಾರ್ಡ್ 27– ಲಕ್ಷ್ಮಮ್ಮ (ಕಾಂಗ್ರೆಸ್), ಮೀನಾಕ್ಷಿ (ಬಿಜೆಪಿ), ವಾರ್ಡ್ 28– ರಾಜಪ್ಪ (ಕಾಂಗ್ರೆಸ್), ಶಿವರಾಜು (ಬಿಜೆಪಿ), ವಾರ್ಡ್ 29– ಸುಮಿತ್ರಾ (ಕಾಂಗ್ರೆಸ್), ಭಾರತಿ (ಬಿಜೆಪಿ), ವಾರ್ಡ್ 30– ಎಂ.ಶಿವಮೂರ್ತಿ (ಕಾಂಗ್ರೆಸ್), ಸಿದ್ದೇಶ್ (ಬಿಜೆಪಿ), ವಾರ್ಡ್ 31– ಅಬ್ದುಲ್ ರಹೀಮ್ (ಕಾಂಗ್ರೆಸ್), ನಾಗೇಂದ್ರ (ಬಿಜೆಪಿ).: [315, 558, 515, 840]
- reg-dot: [811, 1248, 818, 1255]
- page-number: 8: [806, 84, 823, 109]
- election-heading: ನಗರಸಭೆ ಚುನಾವಣೆ: ತಿದ್ದುಪಡಿ: [626, 135, 758, 150]
